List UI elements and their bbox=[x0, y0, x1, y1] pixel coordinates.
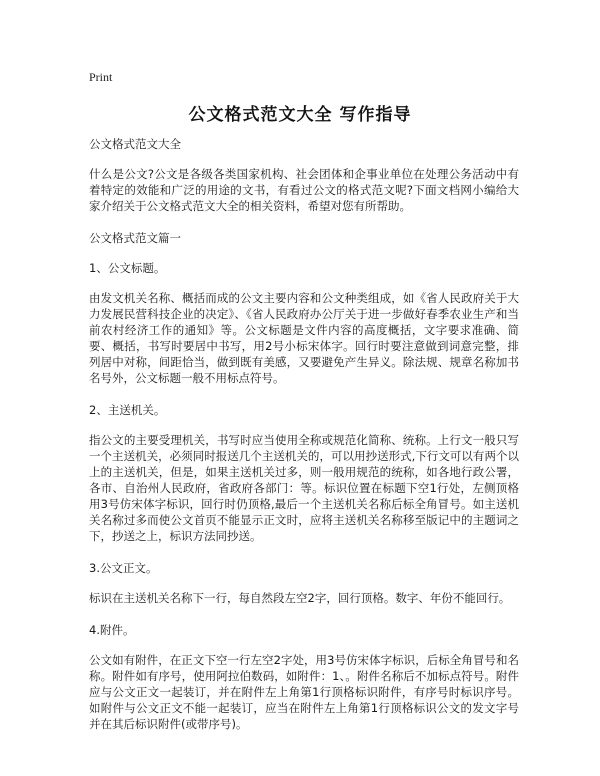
sample-heading: 公文格式范文篇一 bbox=[89, 231, 181, 245]
item-heading-attachment: 4.附件。 bbox=[89, 623, 135, 637]
item-body-paragraph: 标识在主送机关名称下一行，每自然段左空2字，回行顶格。数字、年份不能回行。 bbox=[89, 591, 511, 605]
document-title: 公文格式范文大全 写作指导 bbox=[188, 105, 412, 125]
item-attachment-paragraph: 公文如有附件，在正文下空一行左空2字处，用3号仿宋体字标识，后标全角冒号和名称。附件如有序号，使用阿拉伯数码，如附件：1、。附件名称后不加标点符号。附件应与公文正文一起装订，并在附件左上角第1行顶格标识附件，有序号时标识序号。如附件与公文正文不能一起装订，应当在附件左上角第1行顶格标识公文的发文字号并在其后标识附件(或带序号)。 bbox=[89, 653, 519, 731]
item-heading-recipient: 2、主送机关。 bbox=[89, 403, 166, 417]
item-heading-body: 3.公文正文。 bbox=[89, 561, 158, 575]
section-subtitle: 公文格式范文大全 bbox=[89, 137, 181, 151]
print-label: Print bbox=[89, 70, 113, 84]
item-heading-title: 1、公文标题。 bbox=[89, 261, 166, 275]
intro-paragraph: 什么是公文?公文是各级各类国家机构、社会团体和企事业单位在处理公务活动中有着特定的效能和广泛的用途的文书，有看过公文的格式范文呢?下面文档网小编给大家介绍关于公文格式范文大全的相关资料，希望对您有所帮助。 bbox=[89, 167, 519, 213]
document-body bbox=[89, 136, 519, 748]
item-title-paragraph: 由发文机关名称、概括而成的公文主要内容和公文种类组成，如《省人民政府关于大力发展民营科技企业的决定》、《省人民政府办公厅关于进一步做好春季农业生产和当前农村经济工作的通知》等。公文标题是文件内容的高度概括，文字要求准确、简要、概括，书写时要居中书写，用2号小标宋体字。回行时要注意做到词意完整，排列居中对称，间距恰当，做到既有美感，又要避免产生异义。除法规、规章名称加书名号外，公文标题一般不用标点符号。 bbox=[89, 291, 519, 385]
item-recipient-paragraph: 指公文的主要受理机关，书写时应当使用全称或规范化简称、统称。上行文一般只写一个主送机关，必须同时报送几个主送机关的，可以用抄送形式,下行文可以有两个以上的主送机关，但是，如果主送机关过多，则一般用规范的统称，如各地行政公署，各市、自治州人民政府，省政府各部门：等。标识位置在标题下空1行处，左侧顶格用3号仿宋体字标识，回行时仍顶格,最后一个主送机关名称后标全角冒号。如主送机关名称过多而使公文首页不能显示正文时，应将主送机关名称移至版记中的主题词之下，抄送之上，标识方法同抄送。 bbox=[89, 433, 519, 543]
